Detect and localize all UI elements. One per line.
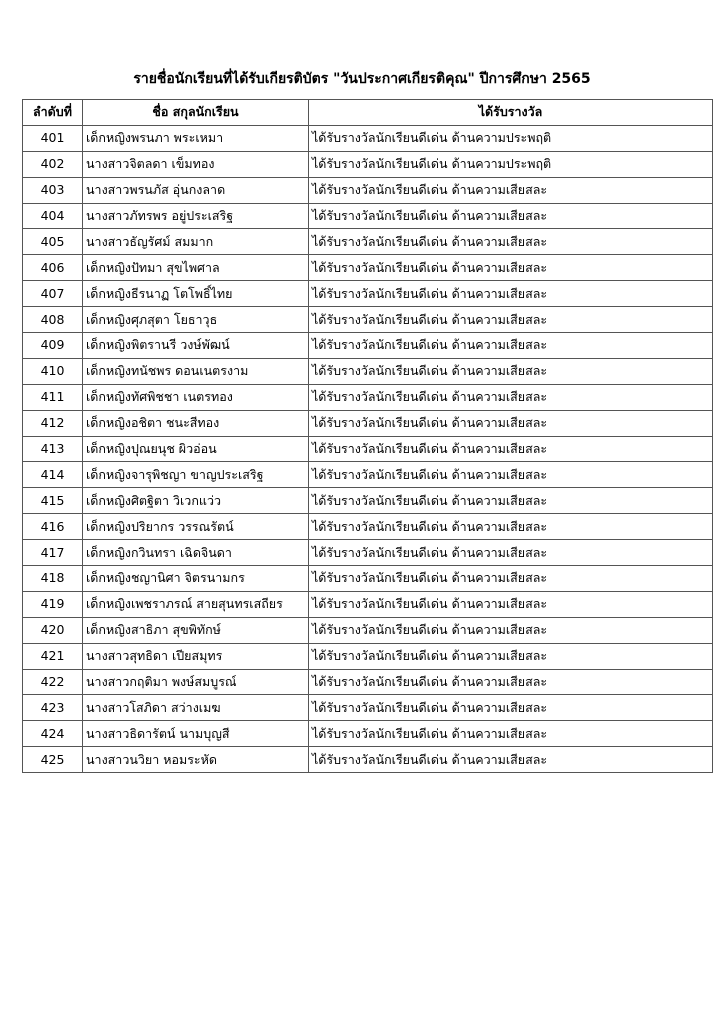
table-header xyxy=(23,100,713,126)
header-no: ลำดับที่ xyxy=(23,100,83,126)
table-row xyxy=(23,125,713,151)
header-row xyxy=(23,100,713,126)
student-name: นางสาวกฤติมา พงษ์สมบูรณ์ xyxy=(83,669,309,695)
row-number: 409 xyxy=(23,333,83,359)
row-number: 404 xyxy=(23,203,83,229)
award-text: ได้รับรางวัลนักเรียนดีเด่น ด้านความเสียสละ xyxy=(309,747,713,773)
table-row xyxy=(23,203,713,229)
award-text: ได้รับรางวัลนักเรียนดีเด่น ด้านความเสียสละ xyxy=(309,177,713,203)
table-row xyxy=(23,540,713,566)
row-number: 408 xyxy=(23,307,83,333)
row-number: 422 xyxy=(23,669,83,695)
student-name: เด็กหญิงปุณยนุช ผิวอ่อน xyxy=(83,436,309,462)
student-name: นางสาวธัญรัศม์ สมมาก xyxy=(83,229,309,255)
award-text: ได้รับรางวัลนักเรียนดีเด่น ด้านความเสียสละ xyxy=(309,462,713,488)
row-number: 420 xyxy=(23,617,83,643)
award-text: ได้รับรางวัลนักเรียนดีเด่น ด้านความเสียสละ xyxy=(309,384,713,410)
row-number: 414 xyxy=(23,462,83,488)
award-text: ได้รับรางวัลนักเรียนดีเด่น ด้านความประพฤติ xyxy=(309,151,713,177)
row-number: 424 xyxy=(23,721,83,747)
student-name: นางสาวนวิยา หอมระหัด xyxy=(83,747,309,773)
student-name: เด็กหญิงศุภสุตา โยธาวุธ xyxy=(83,307,309,333)
award-text: ได้รับรางวัลนักเรียนดีเด่น ด้านความเสียสละ xyxy=(309,617,713,643)
student-name: เด็กหญิงปริยากร วรรณรัตน์ xyxy=(83,514,309,540)
table-row xyxy=(23,695,713,721)
award-text: ได้รับรางวัลนักเรียนดีเด่น ด้านความเสียสละ xyxy=(309,566,713,592)
student-name: เด็กหญิงชญานิศา จิตรนามกร xyxy=(83,566,309,592)
student-name: เด็กหญิงกวินทรา เฉิดจินดา xyxy=(83,540,309,566)
table-row xyxy=(23,669,713,695)
student-name: นางสาวธิดารัตน์ นามบุญสี xyxy=(83,721,309,747)
table-row xyxy=(23,229,713,255)
row-number: 417 xyxy=(23,540,83,566)
table-row xyxy=(23,255,713,281)
row-number: 418 xyxy=(23,566,83,592)
award-text: ได้รับรางวัลนักเรียนดีเด่น ด้านความเสียสละ xyxy=(309,358,713,384)
student-name: นางสาวโสภิดา สว่างเมฆ xyxy=(83,695,309,721)
award-text: ได้รับรางวัลนักเรียนดีเด่น ด้านความเสียสละ xyxy=(309,695,713,721)
row-number: 402 xyxy=(23,151,83,177)
row-number: 421 xyxy=(23,643,83,669)
table-row xyxy=(23,358,713,384)
page-title: รายชื่อนักเรียนที่ได้รับเกียรติบัตร "วันประกาศเกียรติคุณ" ปีการศึกษา 2565 xyxy=(133,71,591,87)
student-name: เด็กหญิงธีรนาฏ โตโพธิ์ไทย xyxy=(83,281,309,307)
award-text: ได้รับรางวัลนักเรียนดีเด่น ด้านความเสียสละ xyxy=(309,410,713,436)
award-text: ได้รับรางวัลนักเรียนดีเด่น ด้านความเสียสละ xyxy=(309,281,713,307)
row-number: 407 xyxy=(23,281,83,307)
student-name: เด็กหญิงปัทมา สุขไพศาล xyxy=(83,255,309,281)
header-name: ชื่อ สกุลนักเรียน xyxy=(83,100,309,126)
row-number: 425 xyxy=(23,747,83,773)
table-row xyxy=(23,747,713,773)
table-body xyxy=(23,125,713,772)
table-row xyxy=(23,617,713,643)
award-text: ได้รับรางวัลนักเรียนดีเด่น ด้านความเสียสละ xyxy=(309,721,713,747)
student-name: เด็กหญิงศิตฐิตา วิเวกแว่ว xyxy=(83,488,309,514)
award-text: ได้รับรางวัลนักเรียนดีเด่น ด้านความเสียสละ xyxy=(309,436,713,462)
table-row xyxy=(23,462,713,488)
table-row xyxy=(23,281,713,307)
award-table xyxy=(22,99,713,773)
table-row xyxy=(23,514,713,540)
student-name: นางสาวจิตลดา เข็มทอง xyxy=(83,151,309,177)
award-text: ได้รับรางวัลนักเรียนดีเด่น ด้านความเสียสละ xyxy=(309,669,713,695)
row-number: 411 xyxy=(23,384,83,410)
award-text: ได้รับรางวัลนักเรียนดีเด่น ด้านความเสียสละ xyxy=(309,333,713,359)
row-number: 412 xyxy=(23,410,83,436)
row-number: 403 xyxy=(23,177,83,203)
table-row xyxy=(23,151,713,177)
row-number: 406 xyxy=(23,255,83,281)
award-text: ได้รับรางวัลนักเรียนดีเด่น ด้านความเสียสละ xyxy=(309,229,713,255)
award-text: ได้รับรางวัลนักเรียนดีเด่น ด้านความเสียสละ xyxy=(309,255,713,281)
table-row xyxy=(23,721,713,747)
row-number: 419 xyxy=(23,591,83,617)
header-award: ได้รับรางวัล xyxy=(309,100,713,126)
row-number: 405 xyxy=(23,229,83,255)
student-name: เด็กหญิงทัศพิชชา เนตรทอง xyxy=(83,384,309,410)
table-row xyxy=(23,643,713,669)
table-row xyxy=(23,591,713,617)
student-name: เด็กหญิงพรนภา พระเหมา xyxy=(83,125,309,151)
row-number: 413 xyxy=(23,436,83,462)
row-number: 423 xyxy=(23,695,83,721)
student-name: เด็กหญิงจารุพิชญา ขาญประเสริฐ xyxy=(83,462,309,488)
award-text: ได้รับรางวัลนักเรียนดีเด่น ด้านความประพฤติ xyxy=(309,125,713,151)
row-number: 416 xyxy=(23,514,83,540)
table-row xyxy=(23,307,713,333)
student-name: เด็กหญิงเพชราภรณ์ สายสุนทรเสถียร xyxy=(83,591,309,617)
row-number: 401 xyxy=(23,125,83,151)
row-number: 410 xyxy=(23,358,83,384)
award-text: ได้รับรางวัลนักเรียนดีเด่น ด้านความเสียสละ xyxy=(309,591,713,617)
award-text: ได้รับรางวัลนักเรียนดีเด่น ด้านความเสียสละ xyxy=(309,488,713,514)
table-row xyxy=(23,384,713,410)
award-text: ได้รับรางวัลนักเรียนดีเด่น ด้านความเสียสละ xyxy=(309,307,713,333)
table-row xyxy=(23,436,713,462)
award-text: ได้รับรางวัลนักเรียนดีเด่น ด้านความเสียสละ xyxy=(309,643,713,669)
student-name: เด็กหญิงพิตรานรี วงษ์พัฒน์ xyxy=(83,333,309,359)
table-row xyxy=(23,333,713,359)
student-name: เด็กหญิงอชิตา ชนะสีทอง xyxy=(83,410,309,436)
student-name: นางสาวพรนภัส อุ่นกงลาด xyxy=(83,177,309,203)
table-row xyxy=(23,410,713,436)
row-number: 415 xyxy=(23,488,83,514)
table-row xyxy=(23,566,713,592)
table-row xyxy=(23,177,713,203)
award-text: ได้รับรางวัลนักเรียนดีเด่น ด้านความเสียสละ xyxy=(309,540,713,566)
table-row xyxy=(23,488,713,514)
student-name: เด็กหญิงสาธิภา สุขพิทักษ์ xyxy=(83,617,309,643)
student-name: นางสาวสุทธิดา เปียสมุทร xyxy=(83,643,309,669)
student-name: นางสาวภัทรพร อยู่ประเสริฐ xyxy=(83,203,309,229)
award-text: ได้รับรางวัลนักเรียนดีเด่น ด้านความเสียสละ xyxy=(309,203,713,229)
award-text: ได้รับรางวัลนักเรียนดีเด่น ด้านความเสียสละ xyxy=(309,514,713,540)
student-name: เด็กหญิงทนัชพร ดอนเนตรงาม xyxy=(83,358,309,384)
